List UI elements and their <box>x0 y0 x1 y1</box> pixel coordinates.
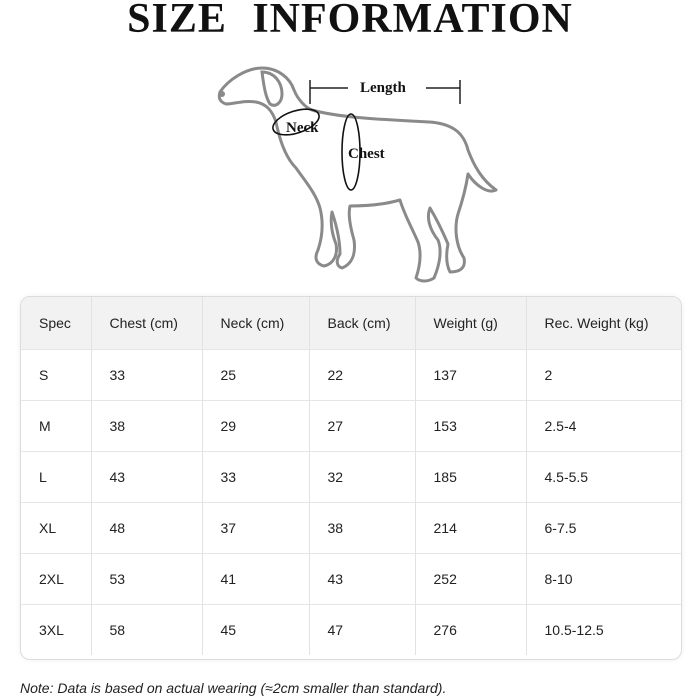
table-cell: 3XL <box>21 604 91 655</box>
table-row <box>21 400 681 451</box>
table-cell: S <box>21 349 91 400</box>
table-cell: 43 <box>309 553 415 604</box>
dog-nose <box>219 91 225 97</box>
table-cell: 29 <box>202 400 309 451</box>
table-cell: 276 <box>415 604 526 655</box>
table-cell: 4.5-5.5 <box>526 451 681 502</box>
table-row <box>21 604 681 655</box>
table-cell: M <box>21 400 91 451</box>
dog-measurement-diagram <box>200 58 520 290</box>
column-header: Rec. Weight (kg) <box>526 297 681 349</box>
table-cell: 53 <box>91 553 202 604</box>
column-header: Spec <box>39 314 71 331</box>
table-row <box>21 553 681 604</box>
table-row <box>21 502 681 553</box>
table-cell: 2XL <box>21 553 91 604</box>
table-cell: 214 <box>415 502 526 553</box>
table-cell: 6-7.5 <box>526 502 681 553</box>
table-row <box>21 451 681 502</box>
table-cell: 2 <box>526 349 681 400</box>
table-cell: 43 <box>91 451 202 502</box>
table-cell: 137 <box>415 349 526 400</box>
table-cell: XL <box>21 502 91 553</box>
table-cell: 33 <box>91 349 202 400</box>
chest-label: Chest <box>348 146 385 162</box>
table-cell: 153 <box>415 400 526 451</box>
table-cell: 33 <box>202 451 309 502</box>
table-cell: 38 <box>309 502 415 553</box>
column-header: Neck (cm) <box>202 297 309 349</box>
dog-illustration <box>200 58 520 290</box>
column-header: Back (cm) <box>309 297 415 349</box>
page-title: SIZE INFORMATION <box>127 0 573 42</box>
table-cell: 2.5-4 <box>526 400 681 451</box>
table-cell: 185 <box>415 451 526 502</box>
table-cell: 45 <box>202 604 309 655</box>
table-cell: 38 <box>91 400 202 451</box>
table-cell: 10.5-12.5 <box>526 604 681 655</box>
table-cell: 8-10 <box>526 553 681 604</box>
length-label: Length <box>360 80 406 96</box>
size-table-card <box>20 296 682 660</box>
table-cell: 47 <box>309 604 415 655</box>
size-table <box>21 297 681 655</box>
table-cell: 37 <box>202 502 309 553</box>
neck-label: Neck <box>286 120 319 136</box>
table-cell: 32 <box>309 451 415 502</box>
table-cell: 48 <box>91 502 202 553</box>
column-header: Chest (cm) <box>91 297 202 349</box>
table-cell: 22 <box>309 349 415 400</box>
table-cell: 58 <box>91 604 202 655</box>
column-header: Weight (g) <box>415 297 526 349</box>
footnote: Note: Data is based on actual wearing (≈2cm smaller than standard). <box>20 680 447 696</box>
table-cell: 252 <box>415 553 526 604</box>
table-cell: 25 <box>202 349 309 400</box>
table-row <box>21 349 681 400</box>
table-cell: 41 <box>202 553 309 604</box>
table-cell: 27 <box>309 400 415 451</box>
table-header-row <box>21 297 681 349</box>
table-cell: L <box>21 451 91 502</box>
